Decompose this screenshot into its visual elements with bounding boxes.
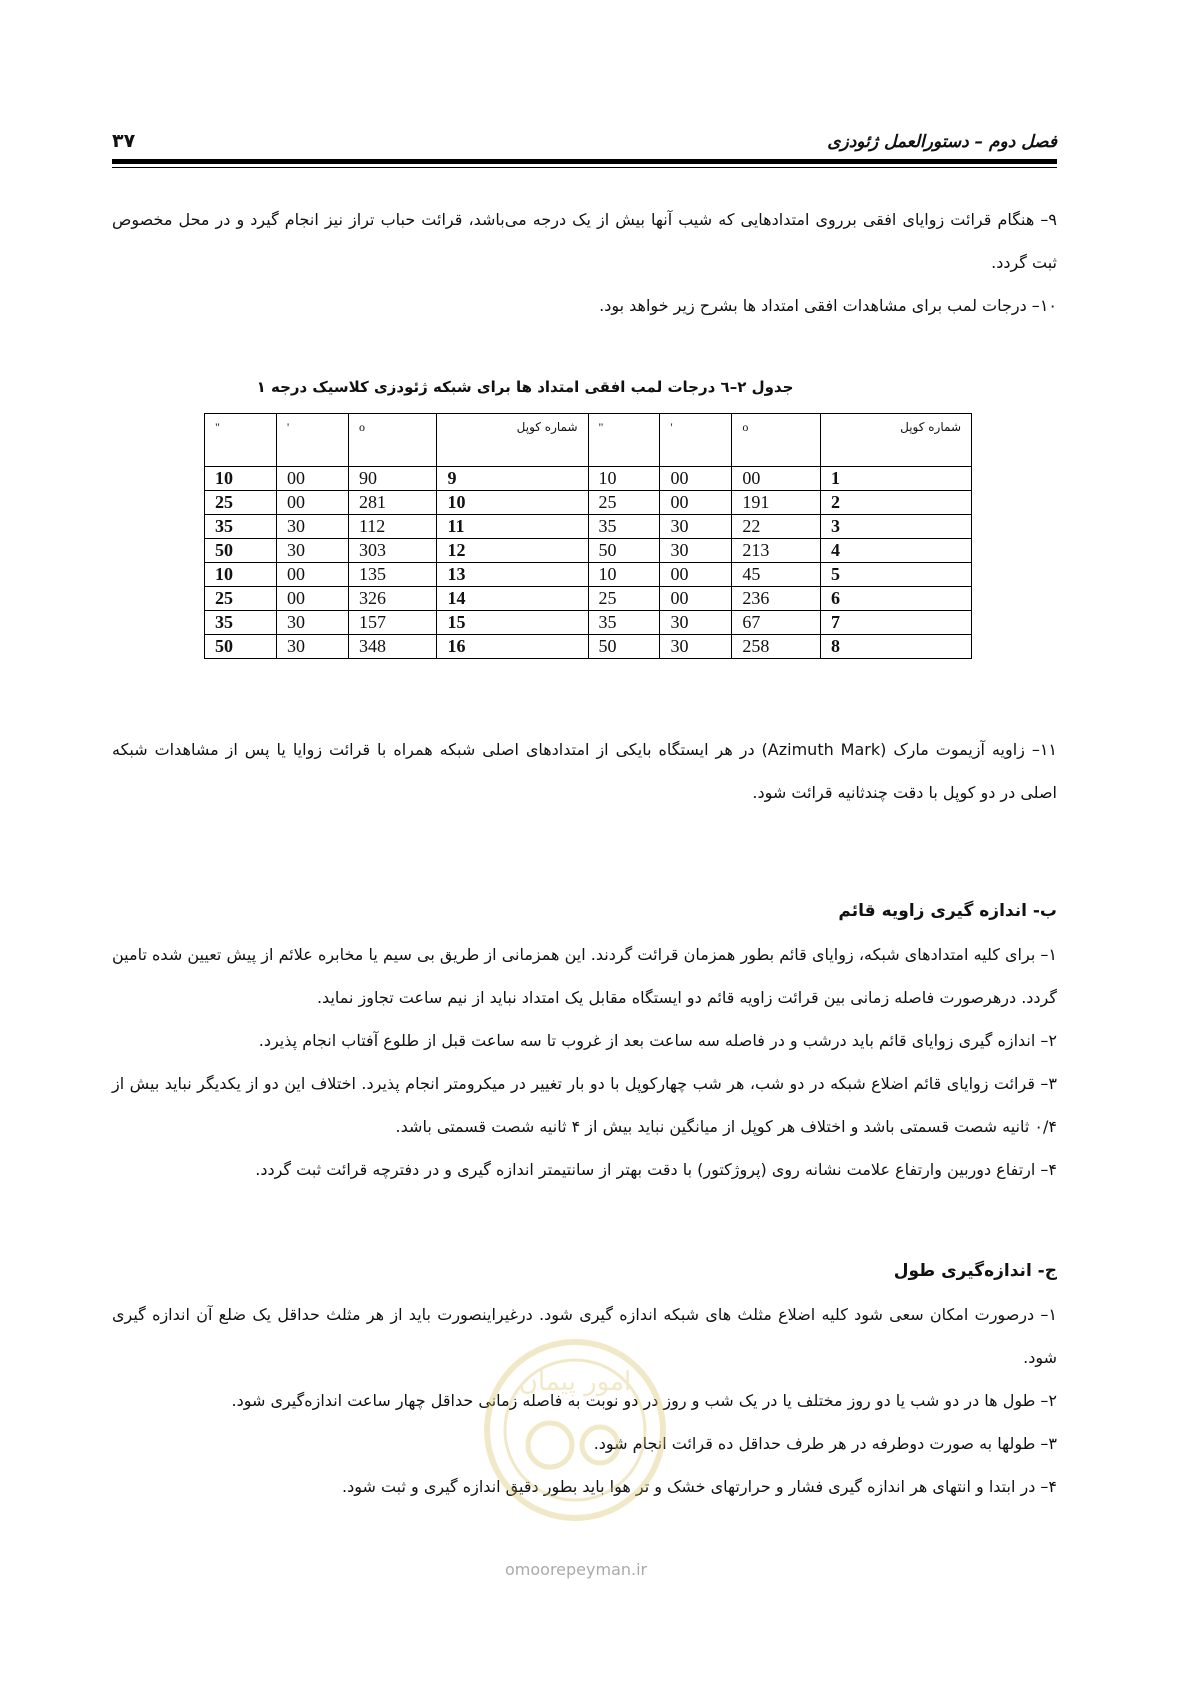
table-row bbox=[205, 563, 972, 587]
table-cell-seconds: 25 bbox=[205, 491, 277, 515]
table-cell: 326 bbox=[348, 587, 437, 611]
table-cell: 348 bbox=[348, 635, 437, 659]
table-cell-couple-number: 14 bbox=[437, 587, 588, 611]
table-row bbox=[205, 491, 972, 515]
page-header bbox=[112, 128, 1057, 162]
table-cell: 30 bbox=[660, 539, 732, 563]
table-header-cell: o bbox=[348, 414, 437, 467]
table-row bbox=[205, 587, 972, 611]
section-b-item: ۴– ارتفاع دوربین وارتفاع علامت نشانه روی (پروژکتور) با دقت بهتر از سانتیمتر اندازه گیری و در دفترچه قرائت ثبت گردد. bbox=[255, 1160, 1057, 1179]
table-cell: 30 bbox=[277, 515, 349, 539]
table-cell: 30 bbox=[277, 635, 349, 659]
table-cell: 22 bbox=[732, 515, 821, 539]
section-b-item: ۳– قرائت زوایای قائم اضلاع شبکه در دو شب، هر شب چهارکوپل با دو بار تغییر در میکرومتر انجام پذیرد. اختلاف این دو از یکدیگر نباید بیش از ۰/۴ ثانیه شصت قسمتی باشد و اختلاف هر کوپل از میانگین نباید بیش از ۴ ثانیه شصت قسمتی باشد. bbox=[112, 1074, 1057, 1136]
paragraph-10: ۱۰– درجات لمب برای مشاهدات افقی امتداد ها بشرح زیر خواهد بود. bbox=[599, 296, 1057, 315]
watermark-url: omoorepeyman.ir bbox=[505, 1560, 648, 1579]
table-cell-couple-number: 3 bbox=[820, 515, 971, 539]
table-cell: 50 bbox=[588, 635, 660, 659]
chapter-title: فصل دوم – دستورالعمل ژئودزی bbox=[827, 132, 1057, 152]
table-cell-couple-number: 11 bbox=[437, 515, 588, 539]
table-cell: 00 bbox=[660, 467, 732, 491]
table-cell-seconds: 50 bbox=[205, 635, 277, 659]
table-cell: 00 bbox=[277, 587, 349, 611]
table-cell-seconds: 10 bbox=[205, 467, 277, 491]
table-cell-seconds: 10 bbox=[205, 563, 277, 587]
table-header-cell: " bbox=[588, 414, 660, 467]
table-cell-couple-number: 7 bbox=[820, 611, 971, 635]
table-cell: 10 bbox=[588, 467, 660, 491]
section-c-item: ۲– طول ها در دو شب یا دو روز مختلف یا در یک شب و روز در دو نوبت به فاصله زمانی حداقل چهار ساعت اندازه‌گیری شود. bbox=[231, 1391, 1057, 1410]
table-cell: 45 bbox=[732, 563, 821, 587]
table-header-cell: شماره کوپل bbox=[820, 414, 971, 467]
section-b-item: ۲– اندازه گیری زوایای قائم باید درشب و در فاصله سه ساعت بعد از غروب تا سه ساعت قبل از طلوع آفتاب انجام پذیرد. bbox=[258, 1031, 1057, 1050]
limb-degrees-table bbox=[204, 413, 972, 659]
paragraph-11: ۱۱– زاویه آزیموت مارک (Azimuth Mark) در هر ایستگاه بایکی از امتدادهای اصلی شبکه همراه با قرائت زوایا یا پس از مشاهدات شبکه اصلی در دو کوپل با دقت چندثانیه قرائت شود. bbox=[112, 740, 1058, 802]
table-cell: 50 bbox=[588, 539, 660, 563]
table-cell: 00 bbox=[660, 587, 732, 611]
section-b bbox=[112, 890, 1057, 1191]
table-header-row bbox=[205, 414, 972, 467]
table-cell: 00 bbox=[277, 467, 349, 491]
table-cell-couple-number: 16 bbox=[437, 635, 588, 659]
section-c-title: ج- اندازه‌گیری طول bbox=[893, 1261, 1057, 1281]
paragraph-9: ۹– هنگام قرائت زوایای افقی برروی امتدادهایی که شیب آنها بیش از یک درجه می‌باشد، قرائت حباب تراز نیز انجام گیرد و در محل مخصوص ثبت گردد. bbox=[112, 210, 1057, 272]
watermark-logo bbox=[480, 1335, 670, 1525]
section-c-item: ۳– طولها به صورت دوطرفه در هر طرف حداقل ده قرائت انجام شود. bbox=[593, 1434, 1057, 1453]
table-cell: 258 bbox=[732, 635, 821, 659]
table-cell-couple-number: 6 bbox=[820, 587, 971, 611]
table-header-cell: شماره کوپل bbox=[437, 414, 588, 467]
table-cell-couple-number: 2 bbox=[820, 491, 971, 515]
table-row bbox=[205, 539, 972, 563]
table-cell: 112 bbox=[348, 515, 437, 539]
table-cell: 30 bbox=[660, 611, 732, 635]
table-caption: جدول ۲–٦ درجات لمب افقی امتداد ها برای شبکه ژئودزی کلاسیک درجه ۱ bbox=[256, 378, 794, 396]
table-cell: 30 bbox=[660, 515, 732, 539]
table-cell: 25 bbox=[588, 491, 660, 515]
section-b-item: ۱– برای کلیه امتدادهای شبکه، زوایای قائم بطور همزمان قرائت گردند. این همزمانی از طریق بی سیم یا مخابره علائم از پیش تعیین شده تامین گردد. درهرصورت فاصله زمانی بین قرائت زاویه قائم دو ایستگاه مقابل یک امتداد نباید از نیم ساعت تجاوز نماید. bbox=[112, 945, 1057, 1007]
table-cell-couple-number: 8 bbox=[820, 635, 971, 659]
table-row bbox=[205, 515, 972, 539]
table-cell: 35 bbox=[588, 611, 660, 635]
table-cell: 281 bbox=[348, 491, 437, 515]
table-cell: 135 bbox=[348, 563, 437, 587]
table-header-cell: ' bbox=[277, 414, 349, 467]
table-cell-seconds: 35 bbox=[205, 611, 277, 635]
table-cell: 236 bbox=[732, 587, 821, 611]
paragraph-11-block bbox=[112, 728, 1057, 814]
table-cell: 00 bbox=[660, 491, 732, 515]
table-cell-couple-number: 9 bbox=[437, 467, 588, 491]
header-rule-thin bbox=[112, 167, 1057, 168]
header-rule-thick bbox=[112, 159, 1057, 164]
table-header-cell: ' bbox=[660, 414, 732, 467]
table-cell: 00 bbox=[277, 563, 349, 587]
table-row bbox=[205, 611, 972, 635]
table-cell: 00 bbox=[277, 491, 349, 515]
section-c-item: ۱– درصورت امکان سعی شود کلیه اضلاع مثلث های شبکه اندازه گیری شود. درغیراینصورت باید از هر مثلث حداقل یک ضلع آن اندازه گیری شود. bbox=[112, 1305, 1057, 1367]
table-cell-couple-number: 12 bbox=[437, 539, 588, 563]
table-cell: 30 bbox=[277, 611, 349, 635]
table-row bbox=[205, 467, 972, 491]
table-cell: 303 bbox=[348, 539, 437, 563]
table-cell-couple-number: 15 bbox=[437, 611, 588, 635]
table-cell-couple-number: 4 bbox=[820, 539, 971, 563]
table-cell: 35 bbox=[588, 515, 660, 539]
table-cell-seconds: 35 bbox=[205, 515, 277, 539]
watermark-logo-text: امور پیمان bbox=[518, 1367, 632, 1397]
table-cell: 00 bbox=[732, 467, 821, 491]
table-cell: 191 bbox=[732, 491, 821, 515]
table-cell: 30 bbox=[277, 539, 349, 563]
page-number: ۳۷ bbox=[112, 130, 136, 152]
table-cell-seconds: 25 bbox=[205, 587, 277, 611]
table-cell-couple-number: 1 bbox=[820, 467, 971, 491]
table-cell: 67 bbox=[732, 611, 821, 635]
table-cell-couple-number: 10 bbox=[437, 491, 588, 515]
table-row bbox=[205, 635, 972, 659]
table-cell-couple-number: 5 bbox=[820, 563, 971, 587]
table-cell: 157 bbox=[348, 611, 437, 635]
section-c-item: ۴– در ابتدا و انتهای هر اندازه گیری فشار و حرارتهای خشک و تر هوا باید بطور دقیق اندازه گیری و ثبت شود. bbox=[342, 1477, 1057, 1496]
table-cell: 00 bbox=[660, 563, 732, 587]
table-cell: 90 bbox=[348, 467, 437, 491]
table-cell: 25 bbox=[588, 587, 660, 611]
table-cell-seconds: 50 bbox=[205, 539, 277, 563]
table-header-cell: o bbox=[732, 414, 821, 467]
intro-paragraphs bbox=[112, 198, 1057, 327]
table-cell: 213 bbox=[732, 539, 821, 563]
section-b-title: ب- اندازه گیری زاویه قائم bbox=[838, 901, 1057, 921]
table-cell: 30 bbox=[660, 635, 732, 659]
table-header-cell: " bbox=[205, 414, 277, 467]
table-cell: 10 bbox=[588, 563, 660, 587]
table-cell-couple-number: 13 bbox=[437, 563, 588, 587]
